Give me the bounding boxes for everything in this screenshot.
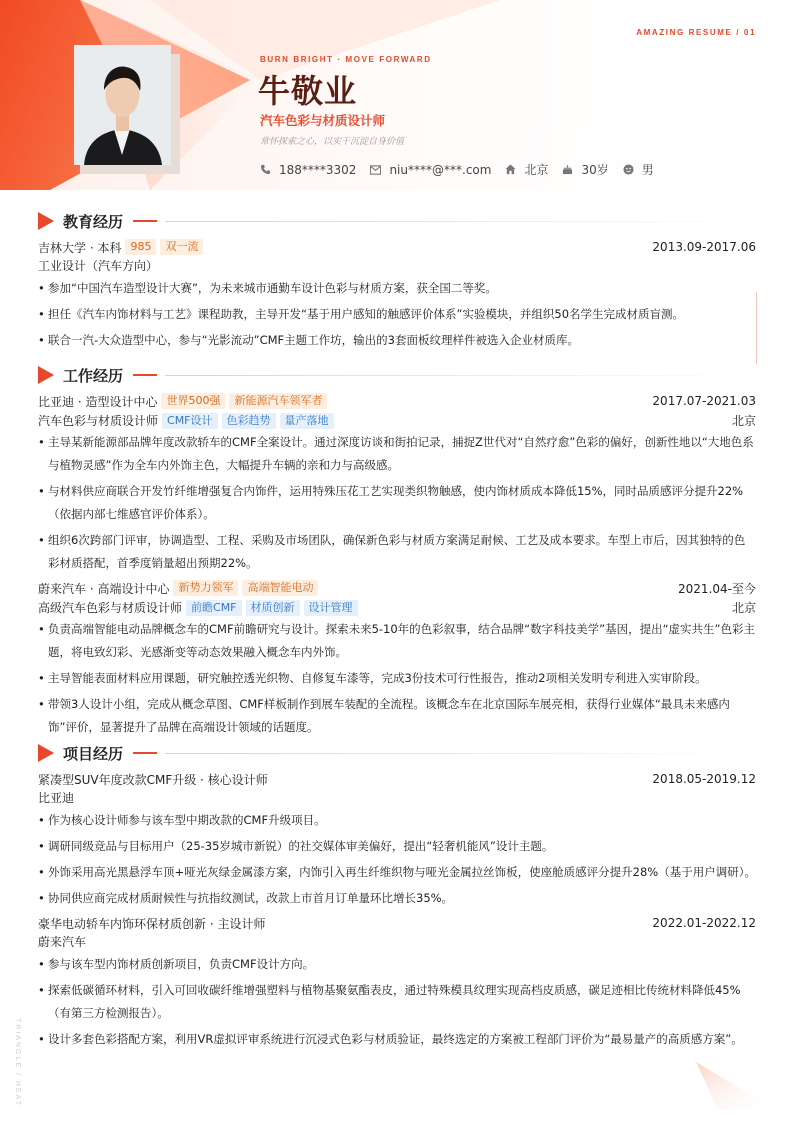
phone-text[interactable]: 188****3302 xyxy=(279,162,357,177)
skill-badge: 色彩趋势 xyxy=(222,413,276,429)
bullet-item: • 组织6次跨部门评审，协调造型、工程、采购及市场团队，确保新色彩与材质方案满足耐候、工艺及成本要求。车型上市后，因其独特的色彩材质搭配，首季度销量超出预期22%。 xyxy=(38,529,756,575)
bullet-item: • 协同供应商完成材质耐候性与抗指纹测试，改款上市首月订单量环比增长35%。 xyxy=(38,887,756,910)
right-rule-decor xyxy=(756,292,757,364)
resume-tag: AMAZING RESUME / 01 xyxy=(636,28,756,37)
bullet-item: • 带领3人设计小组，完成从概念草图、CMF样板制作到展车装配的全流程。该概念车在北京国际车展亮相，获得行业媒体“最具未来感内饰”评价，显著提升了品牌在高端设计领域的话题度。 xyxy=(38,693,756,739)
skill-badge: CMF设计 xyxy=(162,413,218,429)
section-divider xyxy=(165,221,756,222)
entry-header xyxy=(38,237,756,257)
city-text: 北京 xyxy=(524,163,549,177)
section-dash xyxy=(133,220,157,222)
bullet-item: • 外饰采用高光黑悬浮车顶+哑光灰绿金属漆方案，内饰引入再生纤维织物与哑光金属拉丝饰板，使座舱质感评分提升28%（基于用户调研）。 xyxy=(38,861,756,884)
date-range: 2013.09-2017.06 xyxy=(652,240,756,254)
projects-section xyxy=(38,742,756,1054)
triangle-icon xyxy=(38,744,54,762)
tag-badge: 世界500强 xyxy=(161,393,225,409)
project-name: 紧凑型SUV年度改款CMF升级 · 核心设计师 xyxy=(38,772,268,787)
gender-text: 男 xyxy=(641,163,654,177)
skill-badge: 量产落地 xyxy=(280,413,334,429)
section-title: 项目经历 xyxy=(63,744,124,763)
bullet-item: • 与材料供应商联合开发竹纤维增强复合内饰件，运用特殊压花工艺实现类织物触感，使内饰材质成本降低15%，同时品质感评分提升22%（依据内部七维感官评价体系）。 xyxy=(38,480,756,526)
work-entry xyxy=(38,391,756,575)
section-title: 工作经历 xyxy=(63,366,124,385)
project-org: 蔚来汽车 xyxy=(38,935,87,949)
section-header xyxy=(38,364,756,386)
bullet-list xyxy=(38,618,756,739)
triangle-icon xyxy=(38,212,54,230)
section-divider xyxy=(165,753,756,754)
skill-badge: 材质创新 xyxy=(246,600,300,616)
contact-email xyxy=(370,163,491,177)
role-name: 汽车色彩与材质设计师 xyxy=(38,414,159,428)
slogan: BURN BRIGHT · MOVE FORWARD xyxy=(260,55,432,64)
work-section xyxy=(38,364,756,742)
home-icon xyxy=(505,164,516,175)
tag-badge: 985 xyxy=(125,239,156,255)
tag-badge: 新势力领军 xyxy=(173,580,238,596)
bullet-item: • 负责高端智能电动品牌概念车的CMF前瞻研究与设计。探索未来5-10年的色彩叙事，结合品牌“数字科技美学”基因，提出“虚实共生”色彩主题，将电致幻彩、光感渐变等动态效果融入概念车内外饰。 xyxy=(38,618,756,664)
cake-icon xyxy=(562,164,573,175)
skill-badge: 设计管理 xyxy=(304,600,358,616)
major: 工业设计（汽车方向） xyxy=(38,259,159,273)
bullet-item: • 主导智能表面材料应用课题，研究触控透光织物、自修复车漆等，完成3份技术可行性报告，推动2项相关发明专利进入实审阶段。 xyxy=(38,667,756,690)
triangle-icon xyxy=(38,366,54,384)
bullet-list xyxy=(38,431,756,575)
project-entry xyxy=(38,769,756,910)
project-entry xyxy=(38,913,756,1051)
section-header xyxy=(38,742,756,764)
bullet-list xyxy=(38,809,756,910)
contact-age xyxy=(562,161,608,178)
footer-decor-triangle xyxy=(690,1060,794,1123)
location: 北京 xyxy=(731,601,756,615)
date-range: 2022.01-2022.12 xyxy=(652,916,756,930)
school-name: 吉林大学 · 本科 xyxy=(38,240,122,255)
role-row xyxy=(38,598,756,617)
bullet-item: • 主导某新能源部品牌年度改款轿车的CMF全案设计。通过深度访谈和街拍记录，捕捉Z世代对“自然疗愈”色彩的偏好，创新性地以“大地色系与植物灵感”作为全车内外饰主色，大幅提升车辆的亲和力与高级感。 xyxy=(38,431,756,477)
bullet-item: • 联合一汽-大众造型中心，参与“光影流动”CMF主题工作坊，输出的3套面板纹理样件被选入企业材质库。 xyxy=(38,329,756,352)
date-range: 2017.07-2021.03 xyxy=(652,394,756,408)
job-title: 汽车色彩与材质设计师 xyxy=(260,113,386,128)
entry-header xyxy=(38,391,756,411)
contact-bar xyxy=(260,161,668,178)
section-header xyxy=(38,210,756,232)
person-silhouette-icon xyxy=(74,45,171,165)
bullet-list xyxy=(38,277,756,352)
motto: 常怀探索之心，以实干沉淀自身价值 xyxy=(260,137,405,147)
date-range: 2021.04-至今 xyxy=(678,581,756,596)
section-divider xyxy=(165,375,756,376)
section-title: 教育经历 xyxy=(63,212,124,231)
contact-gender xyxy=(623,161,654,178)
contact-phone xyxy=(260,163,356,177)
entry-header xyxy=(38,769,756,789)
mail-icon xyxy=(370,165,381,175)
bullet-item: • 设计多套色彩搭配方案，利用VR虚拟评审系统进行沉浸式色彩与材质验证，最终选定的方案被工程部门评价为“最易量产的高质感方案”。 xyxy=(38,1028,756,1051)
section-dash xyxy=(133,374,157,376)
education-section xyxy=(38,210,756,355)
role-row xyxy=(38,411,756,430)
contact-city xyxy=(505,161,548,178)
tag-badge: 新能源汽车领军者 xyxy=(229,393,327,409)
side-vertical-text: TRIANGLE / HEAT xyxy=(14,1018,21,1107)
company-name: 蔚来汽车 · 高端设计中心 xyxy=(38,581,170,596)
person-icon xyxy=(623,164,634,175)
skill-badge: 前瞻CMF xyxy=(186,600,242,616)
entry-header xyxy=(38,913,756,933)
section-dash xyxy=(133,752,157,754)
profile-photo xyxy=(74,45,171,165)
tag-badge: 双一流 xyxy=(160,239,203,255)
entry-header xyxy=(38,578,756,598)
bullet-list xyxy=(38,953,756,1051)
phone-icon xyxy=(260,164,271,175)
company-name: 比亚迪 · 造型设计中心 xyxy=(38,394,158,409)
work-entry xyxy=(38,578,756,739)
email-text[interactable]: niu****@***.com xyxy=(389,162,492,177)
tag-badge: 高端智能电动 xyxy=(242,580,318,596)
education-entry xyxy=(38,237,756,352)
date-range: 2018.05-2019.12 xyxy=(652,772,756,786)
project-name: 豪华电动轿车内饰环保材质创新 · 主设计师 xyxy=(38,916,266,931)
project-org: 比亚迪 xyxy=(38,791,75,805)
person-name: 牛敬业 xyxy=(258,72,358,110)
role-name: 高级汽车色彩与材质设计师 xyxy=(38,601,183,615)
bullet-item: • 参加“中国汽车造型设计大赛”，为未来城市通勤车设计色彩与材质方案，获全国二等奖。 xyxy=(38,277,756,300)
bullet-item: • 探索低碳循环材料，引入可回收碳纤维增强塑料与植物基聚氨酯表皮，通过特殊模具纹理实现高档皮质感，碳足迹相比传统材料降低45%（有第三方检测报告）。 xyxy=(38,979,756,1025)
bullet-item: • 调研同级竞品与目标用户（25-35岁城市新锐）的社交媒体审美偏好，提出“轻奢机能风”设计主题。 xyxy=(38,835,756,858)
bullet-item: • 担任《汽车内饰材料与工艺》课程助教，主导开发“基于用户感知的触感评价体系”实验模块，并组织50名学生完成材质盲测。 xyxy=(38,303,756,326)
age-text: 30岁 xyxy=(581,163,609,177)
bullet-item: • 参与该车型内饰材质创新项目，负责CMF设计方向。 xyxy=(38,953,756,976)
location: 北京 xyxy=(731,414,756,428)
bullet-item: • 作为核心设计师参与该车型中期改款的CMF升级项目。 xyxy=(38,809,756,832)
